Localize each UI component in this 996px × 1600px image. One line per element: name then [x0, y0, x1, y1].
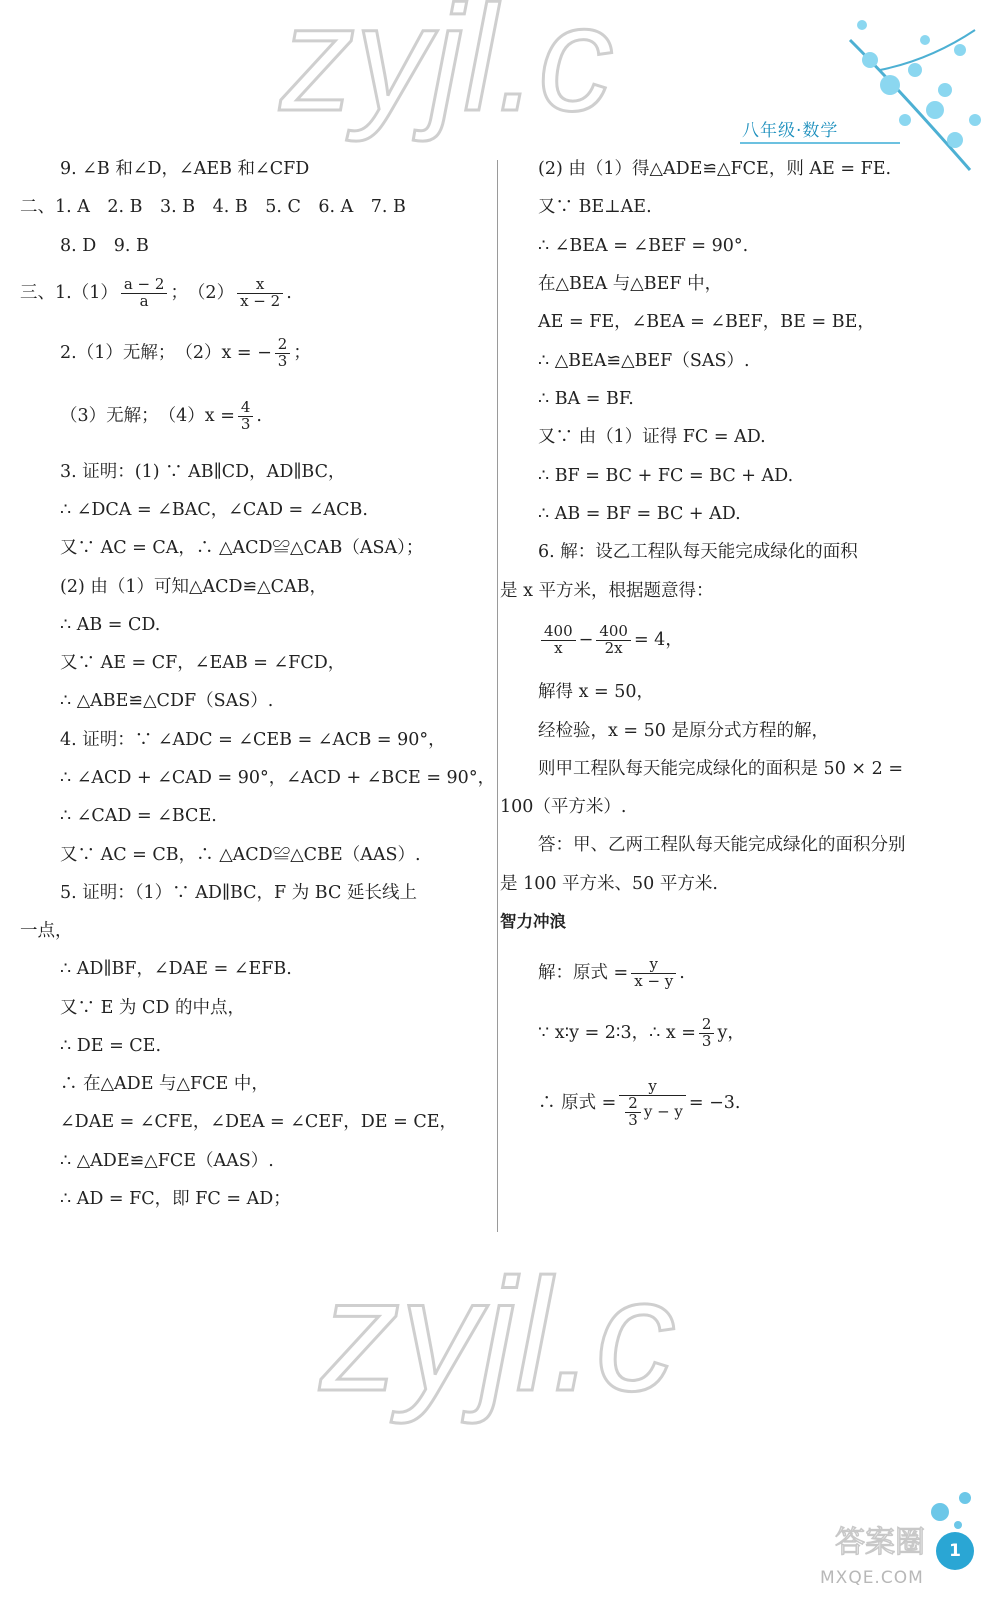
equation-line — [538, 957, 685, 990]
answer-line: 又∵ 由（1）证得 FC = AD. — [538, 427, 766, 447]
text: ； — [293, 342, 311, 363]
watermark-bottom: zyjl.c — [320, 1245, 676, 1424]
answer-line: 答：甲、乙两工程队每天能完成绿化的面积分别 — [538, 835, 906, 855]
answer-line: ∴ △ADE≌△FCE（AAS）. — [60, 1151, 274, 1171]
numerator: 400 — [541, 624, 576, 641]
text: ∵ x∶y = 2∶3，∴ x = — [538, 1022, 696, 1043]
inner-fraction — [625, 1093, 641, 1129]
numerator: y — [619, 1079, 686, 1096]
answer-line: 又∵ AC = CA，∴ △ACD≌△CAB（ASA）； — [60, 538, 424, 558]
answer-line: 8. D 9. B — [60, 236, 149, 256]
answer-line: 是 100 平方米、50 平方米. — [500, 874, 718, 894]
answer-line: 是 x 平方米，根据题意得： — [500, 581, 714, 601]
text: 三、1.（1） — [20, 282, 118, 303]
fraction — [699, 1017, 715, 1050]
answer-line: 一点， — [20, 921, 73, 941]
text: . — [679, 962, 685, 983]
answer-line: ∴ BA = BF. — [538, 389, 634, 409]
answer-line: 经检验，x = 50 是原分式方程的解， — [538, 721, 829, 741]
denominator: a — [139, 291, 149, 310]
answer-line: 又∵ E 为 CD 的中点， — [60, 998, 245, 1018]
column-divider — [497, 160, 498, 1232]
numerator: 2 — [275, 337, 291, 354]
blossom-branch-decoration — [850, 20, 981, 170]
watermark-seal: 答案圈 — [835, 1525, 925, 1560]
answer-line: ∴ AD∥BF，∠DAE = ∠EFB. — [60, 959, 292, 979]
fraction — [237, 277, 283, 310]
numerator: 400 — [596, 624, 631, 641]
answer-line: ∴ DE = CE. — [60, 1036, 162, 1056]
bubble-decoration — [931, 1492, 971, 1529]
numerator: y — [631, 957, 676, 974]
answer-line: 又∵ BE⊥AE. — [538, 197, 652, 217]
answer-line: ∴ AB = CD. — [60, 615, 161, 635]
answer-line: ∴ △ABE≌△CDF（SAS）. — [60, 691, 274, 711]
answer-line: (2) 由（1）得△ADE≌△FCE，则 AE = FE. — [538, 159, 892, 179]
text: = 4， — [633, 629, 683, 650]
answer-line: ∴ ∠BEA = ∠BEF = 90°. — [538, 236, 749, 256]
denominator: 3 — [277, 351, 288, 370]
numerator: 2 — [625, 1096, 641, 1113]
numerator: 2 — [699, 1017, 715, 1034]
answer-line: 6. 解：设乙工程队每天能完成绿化的面积 — [538, 542, 858, 562]
denominator: x − 2 — [240, 291, 281, 310]
answer-line-fraction — [60, 400, 262, 433]
equation-line — [538, 624, 683, 657]
text: y − y — [643, 1102, 683, 1120]
equation-line — [538, 1017, 745, 1050]
fraction — [631, 957, 676, 990]
answer-line: ∴ ∠DCA = ∠BAC，∠CAD = ∠ACB. — [60, 500, 368, 520]
answer-line: (2) 由（1）可知△ACD≌△CAB， — [60, 577, 328, 597]
site-watermark: MXQE.COM — [820, 1568, 924, 1588]
denominator: 2x — [604, 638, 623, 657]
numerator: x — [237, 277, 283, 294]
text: ∴ 原式 = — [538, 1093, 617, 1114]
answer-line: 9. ∠B 和∠D，∠AEB 和∠CFD — [60, 159, 310, 179]
fraction — [238, 400, 254, 433]
answer-line: 4. 证明：∵ ∠ADC = ∠CEB = ∠ACB = 90°， — [60, 730, 446, 750]
text: − — [578, 629, 594, 650]
answer-line: AE = FE，∠BEA = ∠BEF，BE = BE， — [538, 312, 875, 332]
answer-line: ∴ ∠CAD = ∠BCE. — [60, 806, 217, 826]
answer-line: ∴ 在△ADE 与△FCE 中， — [60, 1074, 269, 1094]
answer-line: 3. 证明：(1) ∵ AB∥CD，AD∥BC， — [60, 462, 346, 482]
page-number-badge: 1 — [936, 1532, 974, 1570]
answer-line: 则甲工程队每天能完成绿化的面积是 50 × 2 = — [538, 759, 903, 779]
denominator: x − y — [634, 971, 674, 990]
text: 2.（1）无解； （2）x = − — [60, 342, 272, 363]
answer-line: ∠DAE = ∠CFE，∠DEA = ∠CEF，DE = CE， — [60, 1112, 457, 1132]
answer-line: 100（平方米）. — [500, 797, 627, 817]
answer-line: ∴ AD = FC，即 FC = AD； — [60, 1189, 291, 1209]
answer-line-fraction — [60, 337, 311, 370]
answer-line: 二、1. A 2. B 3. B 4. B 5. C 6. A 7. B — [20, 197, 406, 217]
text: y， — [717, 1022, 745, 1043]
denominator: x — [554, 638, 563, 657]
fraction — [121, 277, 168, 310]
fraction — [596, 624, 631, 657]
denominator: 3 — [701, 1031, 712, 1050]
answer-line: 5. 证明：（1）∵ AD∥BC，F 为 BC 延长线上 — [60, 883, 417, 903]
text: . — [256, 405, 262, 426]
text: = −3. — [688, 1093, 741, 1114]
equation-line — [538, 1079, 741, 1128]
answer-line: ∴ AB = BF = BC + AD. — [538, 504, 741, 524]
compound-fraction — [619, 1079, 686, 1128]
answer-line: ∴ ∠ACD + ∠CAD = 90°，∠ACD + ∠BCE = 90°， — [60, 768, 496, 788]
fraction — [541, 624, 576, 657]
answer-line: ∴ BF = BC + FC = BC + AD. — [538, 466, 794, 486]
answer-line-fraction — [20, 277, 292, 310]
answer-line: 在△BEA 与△BEF 中， — [538, 274, 723, 294]
subject-tag: 八年级·数学 — [742, 121, 839, 141]
text: 解：原式 = — [538, 962, 629, 983]
watermark-top: zyjl.c — [280, 0, 614, 142]
fraction — [275, 337, 291, 370]
denominator — [619, 1093, 686, 1129]
answer-line: 又∵ AE = CF，∠EAB = ∠FCD， — [60, 653, 346, 673]
answer-line: 解得 x = 50， — [538, 682, 654, 702]
header-divider — [740, 142, 900, 144]
text: . — [286, 282, 292, 303]
text: （3）无解； （4）x = — [60, 405, 235, 426]
text: ； （2） — [170, 282, 235, 303]
answer-line: 又∵ AC = CB，∴ △ACD≌△CBE（AAS）. — [60, 845, 421, 865]
numerator: a − 2 — [121, 277, 168, 294]
section-heading: 智力冲浪 — [500, 912, 566, 931]
denominator: 3 — [628, 1110, 638, 1129]
numerator: 4 — [238, 400, 254, 417]
answer-line: ∴ △BEA≌△BEF（SAS）. — [538, 351, 750, 371]
denominator: 3 — [240, 414, 251, 433]
